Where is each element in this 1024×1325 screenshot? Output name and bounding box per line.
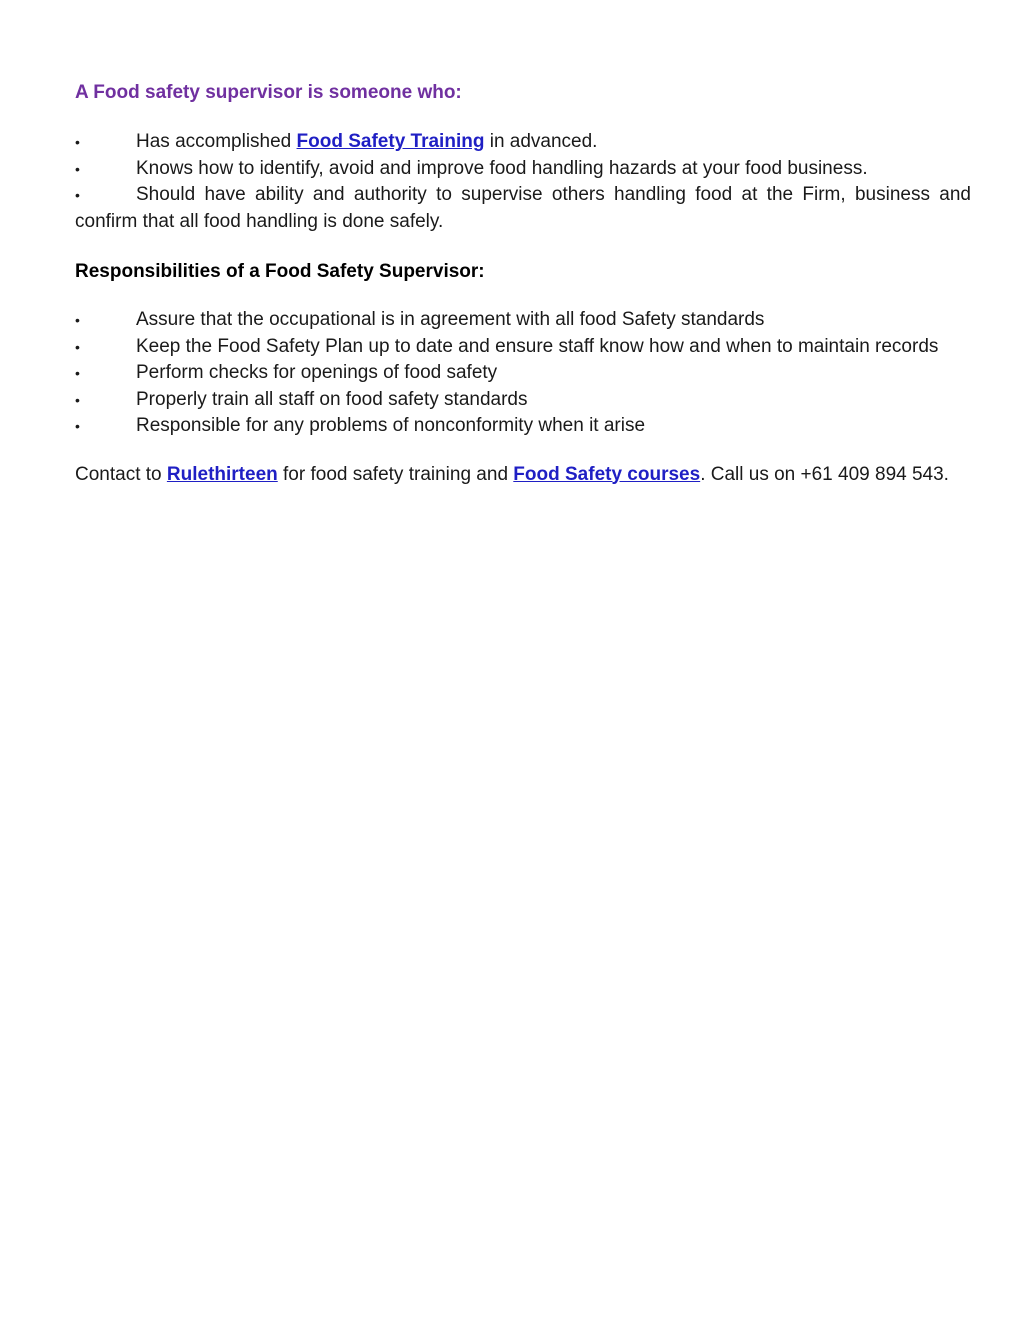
contact-middle: for food safety training and [277,463,514,485]
responsibilities-list [75,307,971,440]
list-item [75,307,971,334]
bullet-icon: • [75,134,80,150]
list-item [75,129,971,156]
list-item-text: Knows how to identify, avoid and improve food handling hazards at your food business. [136,157,868,179]
rulethirteen-link[interactable]: Rulethirteen [166,463,278,485]
list-item [75,182,971,235]
contact-suffix: . Call us on +61 409 894 543. [700,463,949,485]
list-item-text-before: Has accomplished [136,131,297,152]
list-item-text: Perform checks for openings of food safety [136,362,498,383]
bullet-icon: • [75,160,80,177]
supervisor-definition-heading: A Food safety supervisor is someone who: [75,82,462,103]
list-item [75,334,971,361]
list-item-text: Keep the Food Safety Plan up to date and ensure staff know how and when to maintain records [136,335,939,357]
list-item [75,387,971,414]
bullet-icon: • [75,312,80,328]
contact-prefix: Contact to [75,463,167,485]
list-item [75,156,971,183]
list-item-text: Responsible for any problems of nonconformity when it arise [136,415,646,436]
list-item-text: Should have ability and authority to supervise others handling food at the Firm, business and confirm that all food handling is done safely. [75,184,971,232]
responsibilities-heading: Responsibilities of a Food Safety Supervisor: [75,261,485,282]
food-safety-training-link[interactable]: Food Safety Training [296,131,485,152]
list-item [75,413,971,440]
document-page [75,78,971,488]
list-item [75,360,971,387]
contact-paragraph [75,462,971,489]
list-item-text: Properly train all staff on food safety standards [136,388,528,410]
list-item-text: Assure that the occupational is in agreement with all food Safety standards [136,309,765,330]
bullet-icon: • [75,187,80,203]
bullet-icon: • [75,338,80,355]
food-safety-courses-link[interactable]: Food Safety courses [513,463,701,485]
bullet-icon: • [75,365,80,381]
bullet-icon: • [75,391,80,408]
bullet-icon: • [75,418,80,434]
supervisor-definition-list [75,129,971,235]
list-item-text-after: in advanced. [484,131,598,152]
